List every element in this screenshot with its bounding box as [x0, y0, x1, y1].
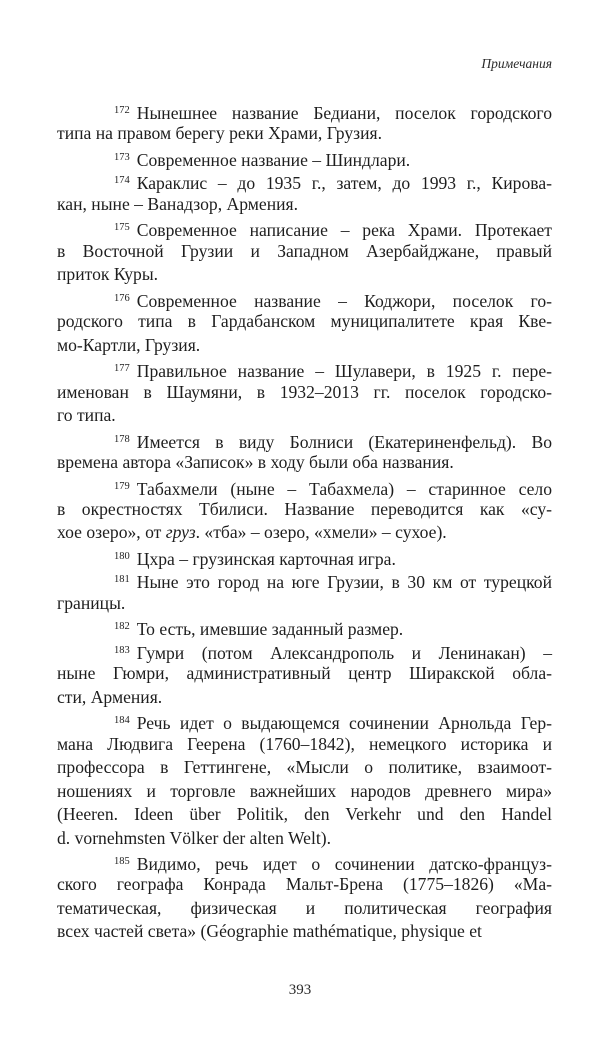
- footnote-line: [57, 756, 552, 779]
- footnote-number: 174: [114, 175, 130, 187]
- line-text: границы.: [57, 592, 126, 613]
- page-number: 393: [288, 982, 312, 998]
- footnote-line: [57, 545, 552, 568]
- line-text: типа на правом берегу реки Храми, Грузия.: [57, 123, 383, 144]
- line-text: Современное название – Коджори, поселок го-: [136, 290, 552, 311]
- line-text: тематическая, физическая и политическая география: [57, 897, 552, 918]
- line-text: кан, ныне – Ванадзор, Армения.: [57, 193, 299, 214]
- footnote-line: [57, 428, 552, 451]
- line-text: мана Людвига Геерена (1760–1842), немецкого историка и: [57, 733, 552, 754]
- footnote-number: 175: [114, 222, 130, 234]
- line-text: Имеется в виду Болниси (Екатериненфельд). Во: [136, 431, 552, 452]
- footnote-line: [57, 639, 552, 662]
- italic-abbreviation: груз: [165, 522, 196, 543]
- footnote-number: 176: [114, 292, 130, 304]
- line-text: Видимо, речь идет о сочинении датско-француз-: [136, 854, 552, 874]
- footnote-line: [57, 122, 552, 145]
- footnote-line: [57, 99, 552, 122]
- footnote-number: 184: [114, 715, 130, 727]
- footnote-line: [57, 404, 552, 427]
- line-text: всех частей света» (Géographie mathématique, physique et: [57, 921, 482, 942]
- line-text: Ныне это город на юге Грузии, в 30 км от турецкой: [136, 572, 552, 593]
- line-text: То есть, имевшие заданный размер.: [136, 619, 404, 640]
- footnote-line: [57, 146, 552, 169]
- footnote-number: 179: [114, 480, 130, 492]
- footnote-175: [57, 216, 552, 286]
- line-text: в Восточной Грузии и Западном Азербайджане, правый: [57, 240, 552, 261]
- line-text: Речь идет о выдающемся сочинении Арнольда Гер-: [136, 713, 552, 734]
- footnote-line: [57, 240, 552, 263]
- footnote-line: [57, 451, 552, 474]
- footnote-174: [57, 169, 552, 216]
- line-text: профессора в Геттингене, «Мысли о политике, взаимоот-: [57, 757, 552, 778]
- footnote-line: [57, 686, 552, 709]
- footnote-number: 181: [114, 574, 130, 586]
- line-text: d. vornehmsten Völker der alten Welt).: [57, 827, 331, 848]
- footnote-line: [57, 498, 552, 521]
- line-text: Нынешнее название Бедиани, поселок городского: [136, 103, 552, 123]
- footnote-183: [57, 639, 552, 709]
- footnote-177: [57, 357, 552, 427]
- footnote-178: [57, 428, 552, 475]
- footnote-line: [57, 169, 552, 192]
- footnote-number: 178: [114, 433, 130, 445]
- footnote-line: [57, 475, 552, 498]
- text-segment: . «тба» – озеро, «хмели» – сухое).: [195, 522, 447, 543]
- footnote-179: [57, 475, 552, 545]
- footnote-number: 172: [114, 105, 130, 116]
- footnote-184: [57, 709, 552, 850]
- footnote-number: 185: [114, 856, 130, 867]
- footnote-line: [57, 615, 552, 638]
- footnote-180: [57, 545, 552, 568]
- footnote-line: [57, 287, 552, 310]
- footnote-line: [57, 568, 552, 591]
- line-text: Современное название – Шиндлари.: [136, 149, 411, 170]
- line-text: сти, Армения.: [57, 686, 163, 707]
- line-text: Правильное название – Шулавери, в 1925 г. пере-: [136, 361, 552, 382]
- footnote-line: [57, 662, 552, 685]
- line-text: Цхра – грузинская карточная игра.: [136, 548, 396, 569]
- footnote-185: [57, 850, 552, 944]
- footnote-line: [57, 803, 552, 826]
- footnote-line: [57, 521, 552, 544]
- footnote-number: 183: [114, 644, 130, 656]
- footnote-line: [57, 193, 552, 216]
- line-text: ныне Гюмри, административный центр Ширакской обла-: [57, 663, 552, 684]
- footnote-line: [57, 357, 552, 380]
- line-text: Гумри (потом Александрополь и Ленинакан) –: [136, 642, 552, 663]
- footnote-182: [57, 615, 552, 638]
- footnote-line: [57, 263, 552, 286]
- line-text: Караклис – до 1935 г., затем, до 1993 г., Кирова-: [136, 173, 552, 194]
- line-text: приток Куры.: [57, 264, 159, 285]
- footnote-line: [57, 310, 552, 333]
- footnote-172: [57, 99, 552, 146]
- line-text: (Heeren. Ideen über Politik, den Verkehr und den Handel: [57, 804, 552, 825]
- footnote-line: [57, 216, 552, 239]
- line-text: го типа.: [57, 405, 116, 426]
- line-text: именован в Шаумяни, в 1932–2013 гг. поселок городско-: [57, 381, 552, 402]
- footnote-181: [57, 568, 552, 615]
- footnote-line: [57, 827, 552, 850]
- footnote-176: [57, 287, 552, 357]
- footnote-173: [57, 146, 552, 169]
- footnote-number: 182: [114, 621, 130, 633]
- text-segment: хое озеро», от: [57, 522, 166, 543]
- footnote-line: [57, 733, 552, 756]
- line-text: ского географа Конрада Мальт-Брена (1775–1826) «Ма-: [57, 874, 552, 895]
- line-text: в окрестностях Тбилиси. Название переводится как «су-: [57, 498, 552, 519]
- footnote-number: 180: [114, 550, 130, 562]
- running-head: Примечания: [481, 56, 552, 71]
- footnote-line: [57, 920, 552, 943]
- footnote-line: [57, 897, 552, 920]
- line-text: ношениях и торговле важнейших народов древнего мира»: [57, 780, 552, 801]
- line-text: Современное написание – река Храми. Протекает: [136, 220, 552, 241]
- footnote-line: [57, 780, 552, 803]
- line-text: времена автора «Записок» в ходу были оба названия.: [57, 452, 454, 473]
- footnote-line: [57, 592, 552, 615]
- footnote-line: [57, 334, 552, 357]
- line-text: родского типа в Гардабанском муниципалитете края Кве-: [57, 311, 552, 332]
- footnote-number: 177: [114, 363, 130, 375]
- footnote-line: [57, 850, 552, 873]
- footnote-line: [57, 381, 552, 404]
- footnote-number: 173: [114, 151, 130, 163]
- line-text: мо-Картли, Грузия.: [57, 334, 201, 355]
- line-text: Табахмели (ныне – Табахмела) – старинное село: [136, 478, 552, 499]
- footnote-line: [57, 709, 552, 732]
- footnote-line: [57, 873, 552, 896]
- footnotes: [57, 99, 552, 944]
